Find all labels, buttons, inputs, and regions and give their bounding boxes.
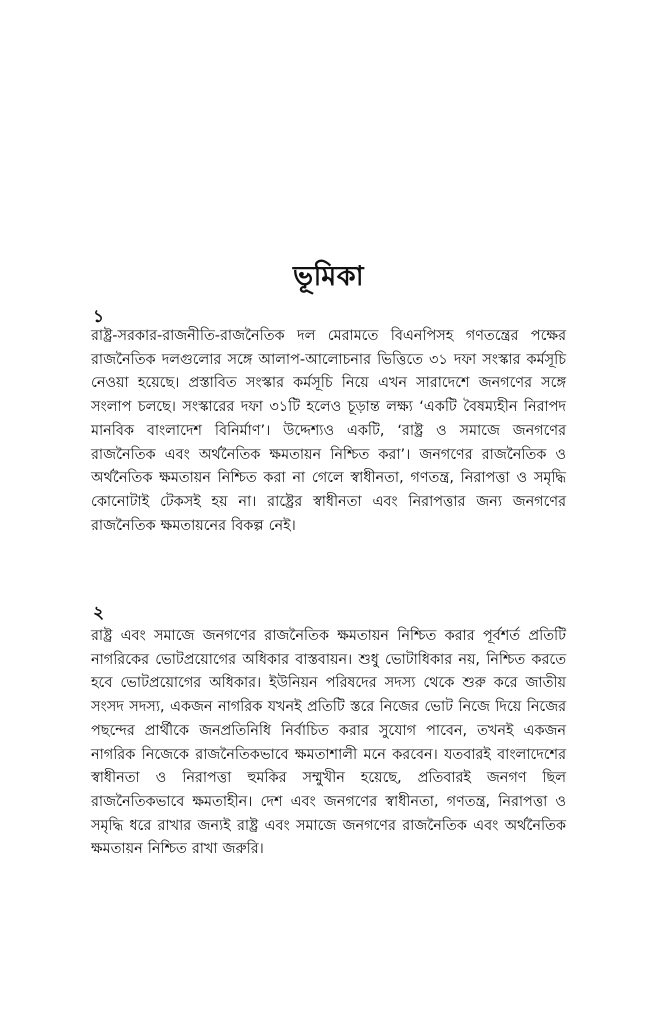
section-paragraph-1: রাষ্ট্র-সরকার-রাজনীতি-রাজনৈতিক দল মেরামতে বিএনপিসহ গণতন্ত্রের পক্ষের রাজনৈতিক দলগুলোর সঙ্গে আলাপ-আলোচনার ভিত্তিতে ৩১ দফা সংস্কার কর্মসূচি নেওয়া হয়েছে। প্রস্তাবিত সংস্কার কর্মসূচি নিয়ে এখন সারাদেশে জনগণের সঙ্গে সংলাপ চলছে। সংস্কারের দফা ৩১টি হলেও চূড়ান্ত লক্ষ্য ‘একটি বৈষম্যহীন নিরাপদ মানবিক বাংলাদেশ বিনির্মাণ’। উদ্দেশ্যও একটি, ‘রাষ্ট্র ও সমাজে জনগণের রাজনৈতিক এবং অর্থনৈতিক ক্ষমতায়ন নিশ্চিত করা’। জনগণের রাজনৈতিক ও অর্থনৈতিক ক্ষমতায়ন নিশ্চিত করা না গেলে স্বাধীনতা, গণতন্ত্র, নিরাপত্তা ও সমৃদ্ধি কোনোটাই টেকসই হয় না। রাষ্ট্রের স্বাধীনতা এবং নিরাপত্তার জন্য জনগণের রাজনৈতিক ক্ষমতায়নের বিকল্প নেই। bbox=[91, 328, 566, 534]
section-paragraph-2: রাষ্ট্র এবং সমাজে জনগণের রাজনৈতিক ক্ষমতায়ন নিশ্চিত করার পূর্বশর্ত প্রতিটি নাগরিকের ভোটপ্রয়োগের অধিকার বাস্তবায়ন। শুধু ভোটাধিকার নয়, নিশ্চিত করতে হবে ভোটপ্রয়োগের অধিকার। ইউনিয়ন পরিষদের সদস্য থেকে শুরু করে জাতীয় সংসদ সদস্য, একজন নাগরিক যখনই প্রতিটি স্তরে নিজের ভোট নিজে দিয়ে নিজের পছন্দের প্রার্থীকে জনপ্রতিনিধি নির্বাচিত করার সুযোগ পাবেন, তখনই একজন নাগরিক নিজেকে রাজনৈতিকভাবে ক্ষমতাশালী মনে করবেন। যতবারই বাংলাদেশের স্বাধীনতা ও নিরাপত্তা হুমকির সম্মুখীন হয়েছে, প্রতিবারই জনগণ ছিল রাজনৈতিকভাবে ক্ষমতাহীন। দেশ এবং জনগণের স্বাধীনতা, গণতন্ত্র, নিরাপত্তা ও সমৃদ্ধি ধরে রাখার জন্যই রাষ্ট্র এবং সমাজে জনগণের রাজনৈতিক এবং অর্থনৈতিক ক্ষমতায়ন নিশ্চিত রাখা জরুরি। bbox=[91, 628, 566, 858]
document-page bbox=[91, 0, 566, 1024]
page-title: ভূমিকা bbox=[292, 261, 365, 292]
section-number-2: ২ bbox=[93, 603, 105, 623]
section-number-1: ১ bbox=[93, 307, 105, 327]
